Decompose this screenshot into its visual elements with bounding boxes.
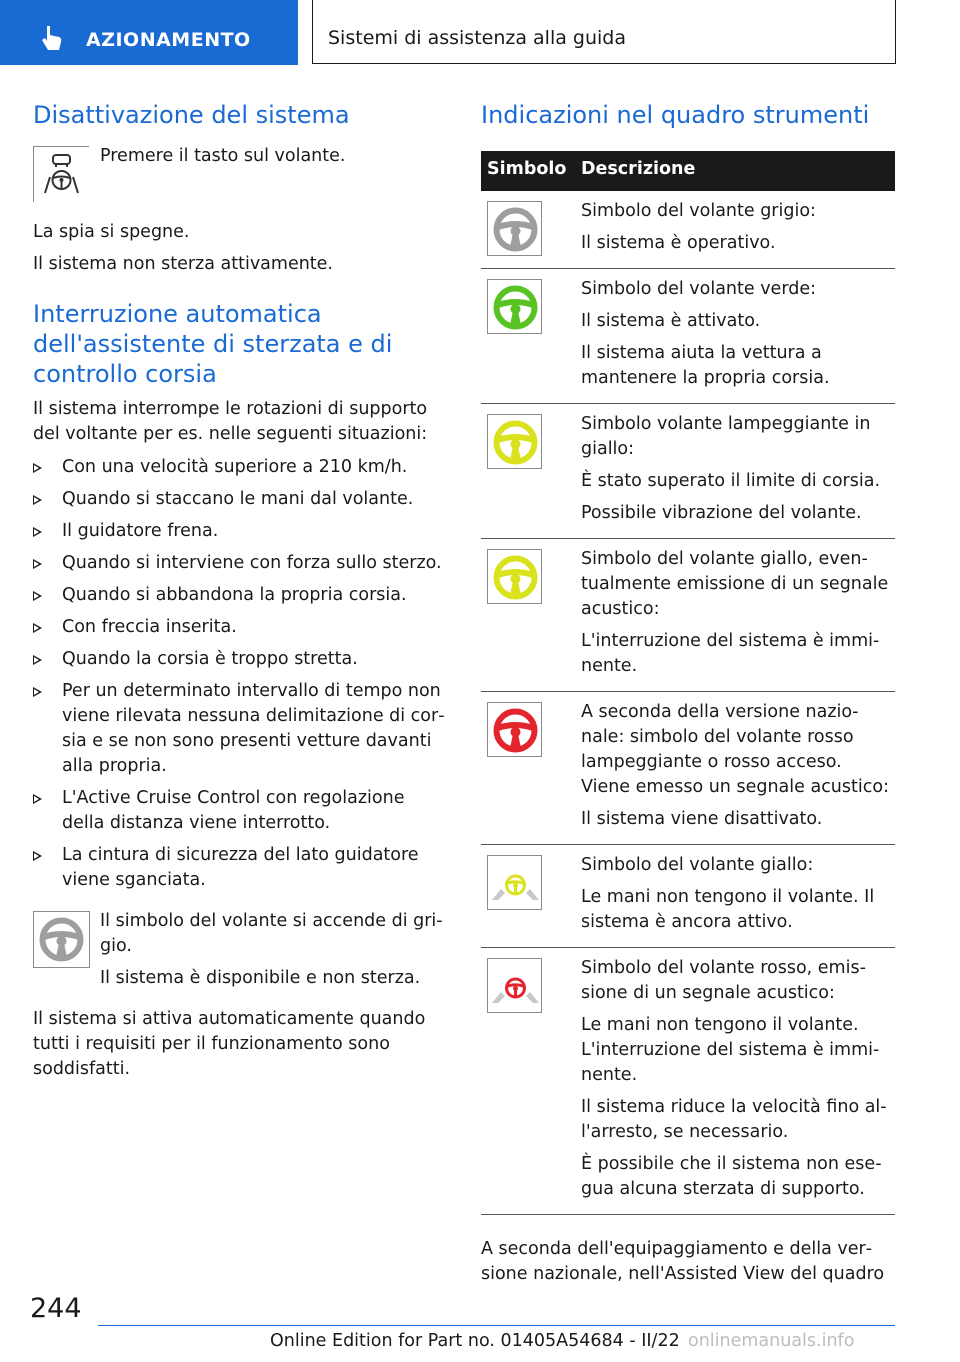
table-row bbox=[481, 692, 895, 845]
description-text: Simbolo del volante giallo: bbox=[581, 855, 814, 875]
description-text: È stato superato il limite di corsia. bbox=[581, 471, 881, 491]
bullet-triangle-icon bbox=[33, 527, 42, 537]
column-header-description: Descrizione bbox=[575, 151, 895, 191]
description-text: Le mani non tengono il volante. L'interruzione del sistema è imminente. bbox=[581, 1015, 880, 1085]
table-header-row bbox=[481, 151, 895, 191]
steering-wheel-grey-icon bbox=[33, 911, 90, 968]
column-header-symbol: Simbolo bbox=[481, 151, 575, 191]
description-text: Simbolo volante lampeggiante in giallo: bbox=[581, 414, 871, 459]
text-auto-activation: Il sistema si attiva automaticamente quando tutti i requisiti per il funzionamento sono soddisfatti. bbox=[33, 1009, 426, 1079]
list-item: Quando si staccano le mani dal volante. bbox=[33, 487, 448, 512]
description-cell bbox=[575, 269, 895, 404]
steering-wheel-red-icon bbox=[487, 702, 542, 757]
hands-off-yellow-icon bbox=[487, 855, 542, 910]
table-row bbox=[481, 404, 895, 539]
grey-icon-row bbox=[33, 909, 448, 991]
description-text: Il sistema è attivato. bbox=[581, 311, 761, 331]
hand-pointer-icon bbox=[40, 24, 66, 56]
list-item: Con una velocità superiore a 210 km/h. bbox=[33, 455, 448, 480]
symbol-cell bbox=[481, 845, 575, 948]
description-cell bbox=[575, 404, 895, 539]
table-row bbox=[481, 539, 895, 692]
list-item: Quando si interviene con forza sullo sterzo. bbox=[33, 551, 448, 576]
description-text: È possibile che il sistema non esegua alcuna sterzata di supporto. bbox=[581, 1154, 882, 1199]
description-cell bbox=[575, 948, 895, 1215]
steering-wheel-grey-icon bbox=[487, 201, 542, 256]
grey-icon-text-1: Il simbolo del volante si accende di grigio. bbox=[100, 911, 443, 956]
section-tab bbox=[0, 0, 298, 65]
list-item: La cintura di sicurezza del lato guidatore viene sganciata. bbox=[33, 843, 448, 893]
hands-off-red-icon bbox=[487, 958, 542, 1013]
description-text: Simbolo del volante rosso, emissione di un segnale acustico: bbox=[581, 958, 866, 1003]
symbol-cell bbox=[481, 404, 575, 539]
list-item: Il guidatore frena. bbox=[33, 519, 448, 544]
steering-wheel-yellow-flashing-icon bbox=[487, 414, 542, 469]
interruption-list bbox=[33, 455, 448, 893]
text-light-off: La spia si spegne. bbox=[33, 222, 190, 242]
description-text: Il sistema è operativo. bbox=[581, 233, 776, 253]
page-number: 244 bbox=[30, 1293, 82, 1324]
description-text: L'interruzione del sistema è imminente. bbox=[581, 631, 880, 676]
press-button-text: Premere il tasto sul volante. bbox=[100, 146, 346, 166]
list-item: L'Active Cruise Control con regolazione della distanza viene interrotto. bbox=[33, 786, 448, 836]
bullet-triangle-icon bbox=[33, 655, 42, 665]
bullet-triangle-icon bbox=[33, 559, 42, 569]
lane-assist-button-icon bbox=[33, 146, 89, 202]
chapter-title-box bbox=[312, 0, 896, 64]
page-header bbox=[0, 0, 960, 66]
description-cell bbox=[575, 191, 895, 269]
bullet-triangle-icon bbox=[33, 851, 42, 861]
description-text: A seconda della versione nazionale: simbolo del volante rosso lampeggiante o rosso acceso. Viene emesso un segnale acustico: bbox=[581, 702, 889, 797]
heading-automatic-interruption: Interruzione automatica dell'assistente di sterzata e di controllo corsia bbox=[33, 300, 393, 388]
description-text: Il sistema aiuta la vettura a mantenere la propria corsia. bbox=[581, 343, 830, 388]
description-text: Possibile vibrazione del volante. bbox=[581, 503, 862, 523]
text-interruption-intro: Il sistema interrompe le rotazioni di supporto del voltante per es. nelle seguenti situazioni: bbox=[33, 399, 428, 444]
symbol-cell bbox=[481, 948, 575, 1215]
symbol-cell bbox=[481, 539, 575, 692]
list-item: Quando la corsia è troppo stretta. bbox=[33, 647, 448, 672]
table-row bbox=[481, 845, 895, 948]
description-text: Simbolo del volante verde: bbox=[581, 279, 816, 299]
bullet-triangle-icon bbox=[33, 794, 42, 804]
grey-icon-text-2: Il sistema è disponibile e non sterza. bbox=[100, 968, 421, 988]
text-assisted-view: A seconda dell'equipaggiamento e della versione nazionale, nell'Assisted View del quadro bbox=[481, 1239, 885, 1284]
list-item: Con freccia inserita. bbox=[33, 615, 448, 640]
list-item: Per un determinato intervallo di tempo non viene rilevata nessuna delimitazione di corsia e se non sono presenti vetture davanti alla propria. bbox=[33, 679, 448, 779]
bullet-triangle-icon bbox=[33, 591, 42, 601]
list-item: Quando si abbandona la propria corsia. bbox=[33, 583, 448, 608]
description-text: Simbolo del volante grigio: bbox=[581, 201, 816, 221]
right-column bbox=[481, 100, 895, 1287]
text-no-steering: Il sistema non sterza attivamente. bbox=[33, 254, 333, 274]
description-text: Il sistema viene disattivato. bbox=[581, 809, 823, 829]
description-cell bbox=[575, 692, 895, 845]
table-row bbox=[481, 191, 895, 269]
table-row bbox=[481, 948, 895, 1215]
footer-divider bbox=[98, 1325, 895, 1326]
table-row bbox=[481, 269, 895, 404]
symbol-table bbox=[481, 151, 895, 1215]
steering-wheel-green-icon bbox=[487, 279, 542, 334]
bullet-triangle-icon bbox=[33, 687, 42, 697]
left-column bbox=[33, 100, 448, 1082]
footer-edition: Online Edition for Part no. 01405A54684 - II/22 bbox=[270, 1331, 680, 1351]
symbol-cell bbox=[481, 269, 575, 404]
bullet-triangle-icon bbox=[33, 623, 42, 633]
watermark: onlinemanuals.info bbox=[688, 1331, 855, 1351]
steering-wheel-yellow-icon bbox=[487, 549, 542, 604]
heading-instrument-indicators: Indicazioni nel quadro strumenti bbox=[481, 101, 870, 129]
symbol-cell bbox=[481, 191, 575, 269]
chapter-title: Sistemi di assistenza alla guida bbox=[328, 27, 627, 49]
heading-deactivation: Disattivazione del sistema bbox=[33, 101, 350, 129]
description-cell bbox=[575, 539, 895, 692]
bullet-triangle-icon bbox=[33, 495, 42, 505]
symbol-cell bbox=[481, 692, 575, 845]
description-text: Simbolo del volante giallo, eventualmente emissione di un segnale acustico: bbox=[581, 549, 889, 619]
bullet-triangle-icon bbox=[33, 463, 42, 473]
description-cell bbox=[575, 845, 895, 948]
description-text: Le mani non tengono il volante. Il sistema è ancora attivo. bbox=[581, 887, 875, 932]
section-label: AZIONAMENTO bbox=[86, 29, 251, 51]
description-text: Il sistema riduce la velocità fino all'arresto, se necessario. bbox=[581, 1097, 887, 1142]
press-button-row bbox=[33, 144, 448, 206]
